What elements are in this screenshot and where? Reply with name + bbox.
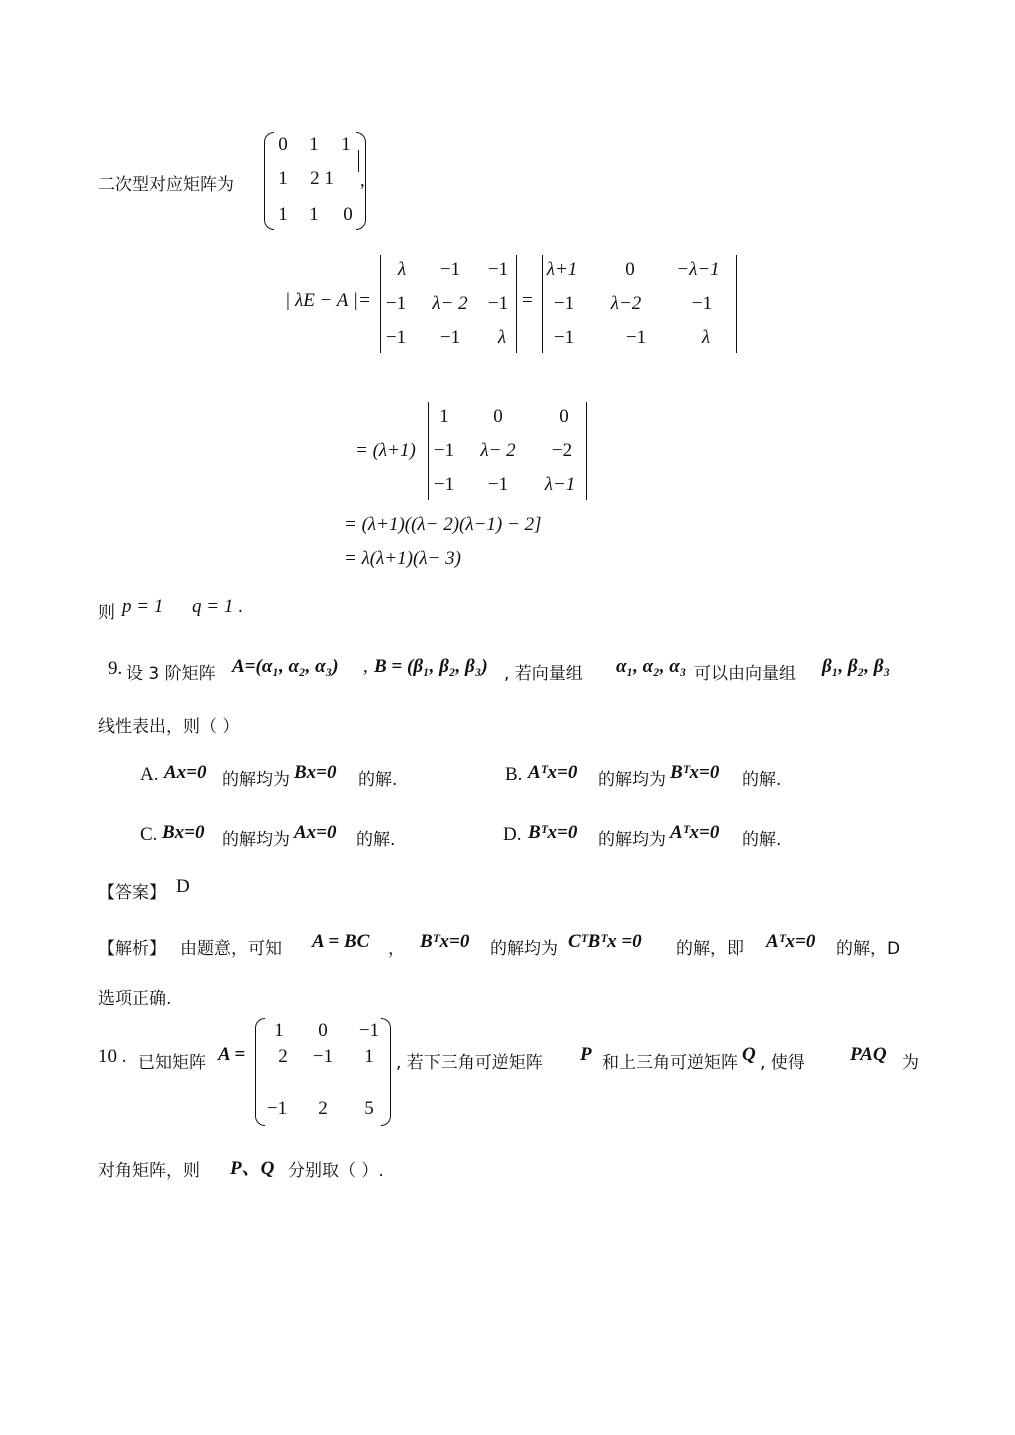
q9-alphas: α₁, α₂, α₃ — [616, 656, 687, 677]
matrix-cell: −1 — [358, 1020, 380, 1041]
det-cell: λ+1 — [546, 259, 578, 280]
q9-betas: β₁, β₂, β₃ — [822, 656, 891, 677]
option-expr: Ax=0 — [164, 762, 207, 783]
analysis-eq: Bᵀx=0 — [420, 931, 470, 952]
det-cell: 1 — [439, 406, 449, 427]
step2-prefix: = (λ+1) — [355, 440, 416, 461]
det-cell: −2 — [551, 440, 573, 461]
det-cell: −1 — [553, 327, 575, 348]
determinant-2 — [540, 255, 740, 355]
trailing-comma: , — [360, 170, 365, 191]
q9-line2: 线性表出，则（ ） — [98, 717, 240, 737]
step3-eq: = (λ+1)((λ− 2)(λ−1) − 2] — [344, 514, 542, 535]
det-cell: λ — [497, 327, 507, 348]
determinant-1 — [378, 255, 520, 355]
q10-A-eq: A = — [218, 1044, 246, 1065]
det-cell: λ−2 — [610, 293, 642, 314]
det-cell: λ− 2 — [480, 440, 516, 461]
answer-label: 【答案】 — [98, 883, 166, 903]
matrix-cell: 2 1 — [310, 168, 334, 189]
det-cell: 0 — [493, 406, 503, 427]
det-cell: −1 — [385, 293, 407, 314]
matrix-cell: −1 — [266, 1098, 288, 1119]
analysis-text: 的解，D — [836, 939, 901, 959]
matrix-cell: 0 — [278, 134, 288, 155]
conclusion-label: 则 — [98, 603, 115, 623]
q9-text-a: 设 3 阶矩阵 — [126, 664, 216, 684]
det-lhs: | λE − A |= — [285, 290, 371, 311]
option-expr: Bx=0 — [294, 762, 337, 783]
option-text: 的解. — [742, 830, 782, 850]
matrix-cell: 1 — [309, 204, 319, 225]
det-cell: −1 — [433, 440, 455, 461]
q10-number: 10 . — [98, 1046, 127, 1067]
q9-text-b: , 若向量组 — [504, 664, 583, 684]
q10-PAQ: PAQ — [850, 1044, 887, 1065]
option-text: 的解均为 — [222, 770, 290, 790]
option-letter: D. — [503, 824, 522, 845]
step4-eq: = λ(λ+1)(λ− 3) — [344, 548, 461, 569]
det-cell: 0 — [625, 259, 635, 280]
matrix-cell: 1 — [309, 134, 319, 155]
matrix-cell: 1 — [341, 134, 351, 155]
matrix-cell: 0 — [318, 1020, 328, 1041]
matrix-cell: 2 — [318, 1098, 328, 1119]
q9-comma: , — [363, 656, 368, 677]
matrix-cell: 1 — [278, 204, 288, 225]
option-text: 的解. — [356, 830, 396, 850]
conclusion-q: q = 1 — [192, 596, 234, 617]
option-letter: A. — [140, 764, 159, 785]
det-cell: λ — [701, 327, 711, 348]
option-text: 的解均为 — [598, 830, 666, 850]
matrix-cell: 2 — [278, 1046, 288, 1067]
q10-matrix — [255, 1016, 395, 1128]
matrix-cell: 0 — [343, 204, 353, 225]
conclusion-p: p = 1 — [122, 596, 164, 617]
det-cell: λ−1 — [544, 474, 576, 495]
option-expr: Aᵀx=0 — [670, 822, 720, 843]
answer-value: D — [176, 876, 190, 897]
matrix-cell: −1 — [312, 1046, 334, 1067]
q9-number: 9. — [108, 658, 123, 679]
det-cell: −λ−1 — [676, 259, 720, 280]
det-cell: λ− 2 — [432, 293, 468, 314]
conclusion-end: . — [238, 596, 243, 617]
det-cell: −1 — [433, 474, 455, 495]
option-expr: Aᵀx=0 — [528, 762, 578, 783]
matrix-cell: 1 — [274, 1020, 284, 1041]
matrix-cell: 1 — [364, 1046, 374, 1067]
analysis-text: 由题意，可知 — [180, 939, 282, 959]
det-cell: −1 — [385, 327, 407, 348]
q10-P: P — [580, 1044, 592, 1065]
analysis-text: ， — [388, 939, 405, 959]
option-text: 的解. — [358, 770, 398, 790]
option-expr: Ax=0 — [294, 822, 337, 843]
matrix-intro-text: 二次型对应矩阵为 — [98, 175, 234, 195]
option-text: 的解. — [742, 770, 782, 790]
analysis-line2: 选项正确. — [98, 989, 172, 1009]
det-cell: −1 — [553, 293, 575, 314]
det-cell: 0 — [559, 406, 569, 427]
option-text: 的解均为 — [598, 770, 666, 790]
q10-line2-PQ: P、Q — [230, 1158, 275, 1179]
analysis-eq: Aᵀx=0 — [766, 931, 816, 952]
analysis-text: 的解均为 — [490, 939, 558, 959]
q10-text-a: 已知矩阵 — [138, 1053, 206, 1073]
det-cell: −1 — [691, 293, 713, 314]
option-letter: C. — [140, 824, 158, 845]
det-cell: −1 — [439, 259, 461, 280]
det-cell: −1 — [625, 327, 647, 348]
option-expr: Bᵀx=0 — [670, 762, 720, 783]
det-cell: −1 — [487, 474, 509, 495]
analysis-label: 【解析】 — [98, 939, 166, 959]
option-letter: B. — [505, 764, 523, 785]
matrix-cell: 5 — [364, 1098, 374, 1119]
determinant-3 — [426, 402, 590, 502]
quadratic-form-matrix — [264, 130, 369, 232]
q10-line2-a: 对角矩阵，则 — [98, 1161, 200, 1181]
matrix-cell: 1 — [278, 168, 288, 189]
q9-A-definition: A=(α₁, α₂, α₃) — [232, 656, 339, 677]
det-cell: −1 — [439, 327, 461, 348]
q10-text-b: , 若下三角可逆矩阵 — [396, 1053, 543, 1073]
q10-line2-b: 分别取（ ）. — [288, 1161, 384, 1181]
q9-B-definition: B = (β₁, β₂, β₃) — [374, 656, 488, 677]
option-text: 的解均为 — [222, 830, 290, 850]
option-expr: Bx=0 — [162, 822, 205, 843]
option-expr: Bᵀx=0 — [528, 822, 578, 843]
analysis-eq: A = BC — [312, 931, 370, 952]
analysis-text: 的解，即 — [676, 939, 744, 959]
det-cell: −1 — [487, 259, 509, 280]
q9-text-c: 可以由向量组 — [694, 664, 796, 684]
det-cell: λ — [397, 259, 407, 280]
q10-Q: Q — [742, 1044, 756, 1065]
q10-text-c: 和上三角可逆矩阵 — [602, 1053, 738, 1073]
analysis-eq: CᵀBᵀx =0 — [568, 931, 642, 952]
q10-text-d: , 使得 — [760, 1053, 805, 1073]
det-cell: −1 — [487, 293, 509, 314]
q10-text-e: 为 — [902, 1053, 919, 1073]
det-equals: = — [522, 290, 533, 311]
